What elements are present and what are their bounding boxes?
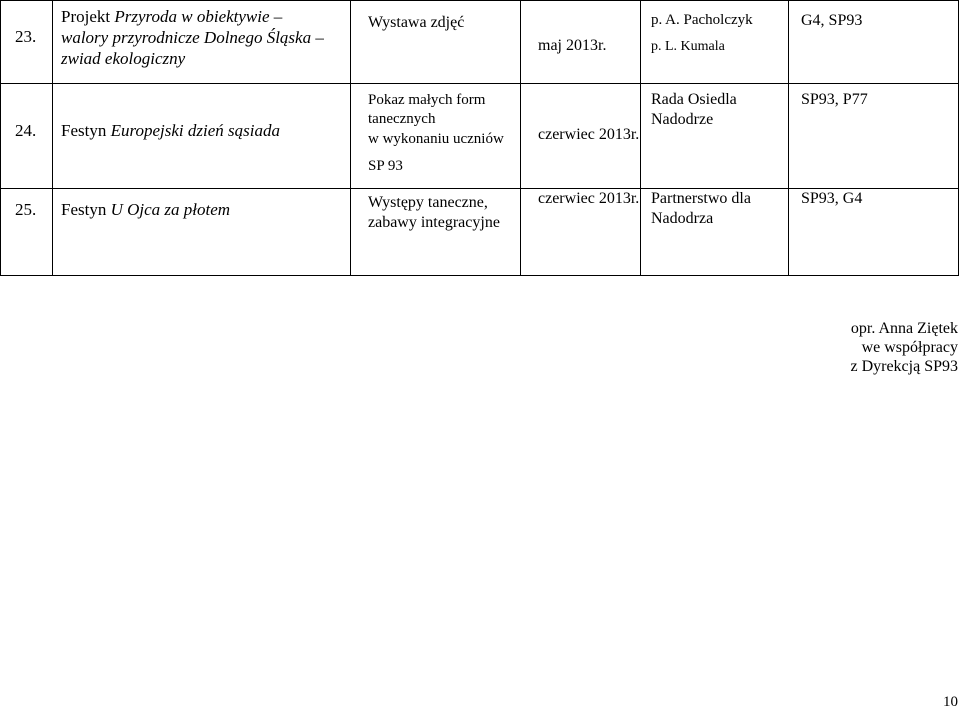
row-number: 23. [15, 27, 37, 46]
event-title-cell [53, 189, 351, 276]
event-form-line: Pokaz małych form [368, 92, 486, 108]
organizer-line: Nadodrza [651, 210, 714, 227]
organizer-cell [641, 189, 789, 276]
organizer-line: Nadodrze [651, 111, 714, 128]
organizer-cell [641, 1, 789, 84]
participants: SP93, P77 [801, 91, 868, 108]
event-form-line: tanecznych [368, 111, 436, 127]
event-date: czerwiec 2013r. [538, 126, 640, 143]
event-date-cell [521, 1, 641, 84]
organizer-line: p. A. Pacholczyk [651, 12, 753, 28]
event-form: Wystawa zdjęć [368, 14, 465, 31]
event-date-cell [521, 84, 641, 189]
organizer-line: Rada Osiedla [651, 91, 737, 108]
event-date: maj 2013r. [538, 37, 607, 54]
event-form-cell [351, 1, 521, 84]
event-title-line: zwiad ekologiczny [61, 49, 186, 68]
event-form-line: zabawy integracyjne [368, 214, 500, 231]
row-number: 25. [15, 200, 37, 219]
row-number: 24. [15, 121, 37, 140]
event-title: Festyn U Ojca za płotem [61, 200, 231, 219]
activities-table [0, 0, 959, 276]
participants-cell [789, 189, 959, 276]
event-title-cell [53, 1, 351, 84]
row-number-cell [1, 84, 53, 189]
event-form-line: Występy taneczne, [368, 194, 488, 211]
event-date: czerwiec 2013r. [538, 190, 640, 207]
event-form-line: SP 93 [368, 158, 403, 174]
event-form-cell [351, 84, 521, 189]
table-row [1, 1, 959, 84]
event-form-line: w wykonaniu uczniów [368, 131, 504, 147]
organizer-line: p. L. Kumala [651, 39, 725, 54]
table-row [1, 84, 959, 189]
participants: G4, SP93 [801, 12, 863, 29]
author-note [850, 319, 958, 376]
row-number-cell [1, 189, 53, 276]
row-number-cell [1, 1, 53, 84]
event-date-cell [521, 189, 641, 276]
author-note-line: opr. Anna Ziętek [850, 320, 958, 337]
page-number: 10 [943, 694, 958, 710]
participants: SP93, G4 [801, 190, 863, 207]
organizer-cell [641, 84, 789, 189]
event-title-line: walory przyrodnicze Dolnego Śląska – [61, 28, 324, 47]
event-form-cell [351, 189, 521, 276]
event-title: Projekt Przyroda w obiektywie – [61, 7, 283, 26]
event-title-cell [53, 84, 351, 189]
participants-cell [789, 84, 959, 189]
author-note-line: z Dyrekcją SP93 [850, 358, 958, 375]
table-row [1, 189, 959, 276]
organizer-line: Partnerstwo dla [651, 190, 751, 207]
author-note-line: we współpracy [861, 339, 958, 356]
participants-cell [789, 1, 959, 84]
event-title: Festyn Europejski dzień sąsiada [61, 121, 280, 140]
